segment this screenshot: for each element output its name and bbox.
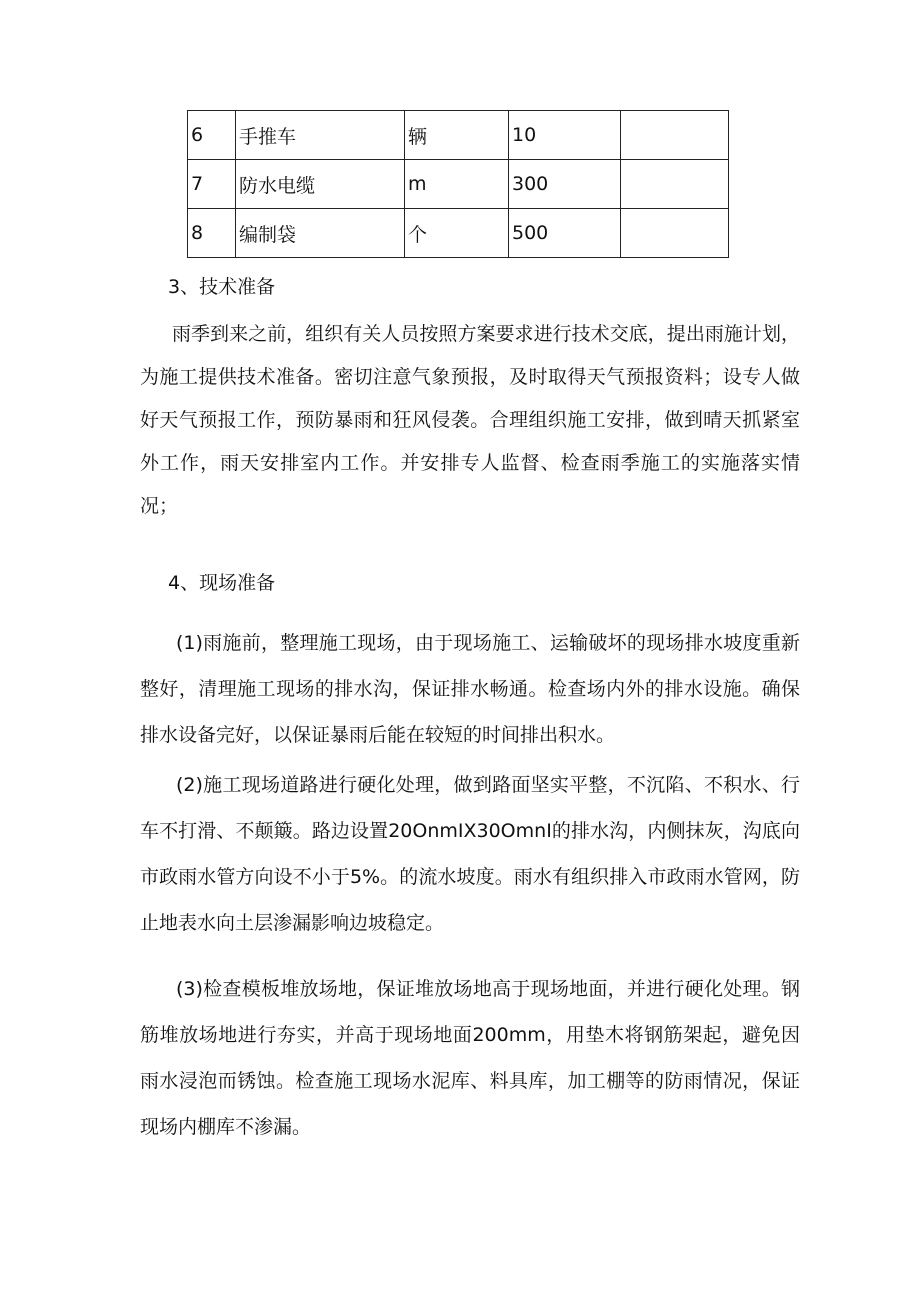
section-3-heading: 3、技术准备 xyxy=(168,276,276,298)
material-note xyxy=(621,160,729,209)
section-4-item-1: (1)雨施前，整理施工现场，由于现场施工、运输破坏的现场排水坡度重新整好，清理施工现场的排水沟，保证排水畅通。检查场内外的排水设施。确保排水设备完好，以保证暴雨后能在较短的时间排出积水。 xyxy=(140,632,800,746)
materials-table xyxy=(187,110,729,258)
material-note xyxy=(621,111,729,160)
section-4-item-3: (3)检查模板堆放场地，保证堆放场地高于现场地面，并进行硬化处理。钢筋堆放场地进行夯实，并高于现场地面200mm，用垫木将钢筋架起，避免因雨水浸泡而锈蚀。检查施工现场水泥库、料具库，加工棚等的防雨情况，保证现场内棚库不渗漏。 xyxy=(140,978,800,1138)
section-3-paragraph: 雨季到来之前，组织有关人员按照方案要求进行技术交底，提出雨施计划，为施工提供技术准备。密切注意气象预报，及时取得天气预报资料；设专人做好天气预报工作，预防暴雨和狂风侵袭。合理组织施工安排，做到晴天抓紧室外工作，雨天安排室内工作。并安排专人监督、检查雨季施工的实施落实情况； xyxy=(140,323,800,517)
material-quantity: 300 xyxy=(509,160,621,209)
material-quantity: 500 xyxy=(509,209,621,258)
material-name: 手推车 xyxy=(236,111,405,160)
section-4-heading: 4、现场准备 xyxy=(168,572,276,594)
material-name: 防水电缆 xyxy=(236,160,405,209)
material-name: 编制袋 xyxy=(236,209,405,258)
material-note xyxy=(621,209,729,258)
material-quantity: 10 xyxy=(509,111,621,160)
row-number: 8 xyxy=(188,209,236,258)
material-unit: m xyxy=(405,160,509,209)
table-row xyxy=(188,209,729,258)
table-row xyxy=(188,160,729,209)
material-unit: 个 xyxy=(405,209,509,258)
row-number: 6 xyxy=(188,111,236,160)
table-row xyxy=(188,111,729,160)
row-number: 7 xyxy=(188,160,236,209)
material-unit: 辆 xyxy=(405,111,509,160)
section-4-item-2: (2)施工现场道路进行硬化处理，做到路面坚实平整，不沉陷、不积水、行车不打滑、不颠簸。路边设置20OnmIX30OmnI的排水沟，内侧抹灰，沟底向市政雨水管方向设不小于5%。的流水坡度。雨水有组织排入市政雨水管网，防止地表水向土层渗漏影响边坡稳定。 xyxy=(140,774,800,934)
